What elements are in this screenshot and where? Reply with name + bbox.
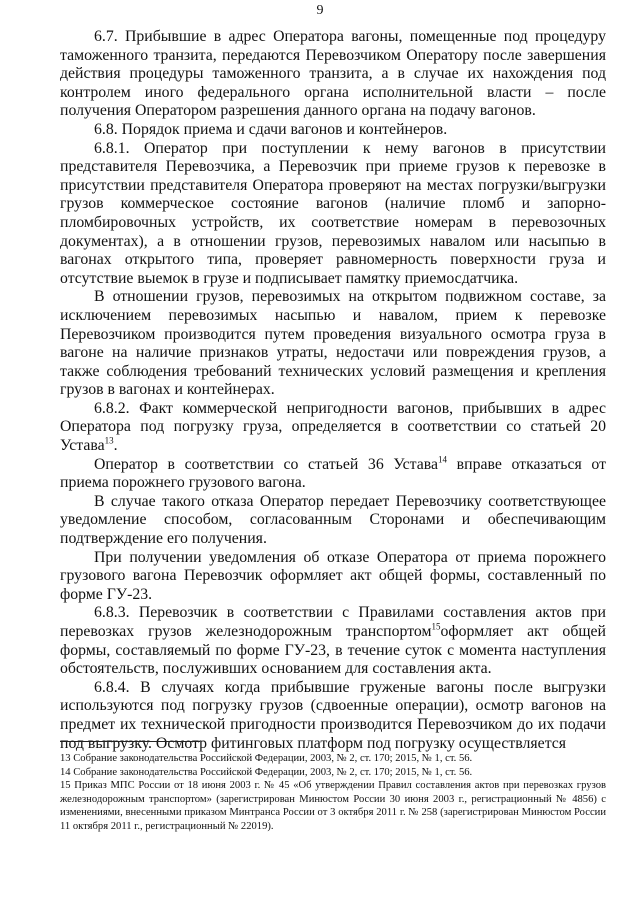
paragraph-6-8-1: 6.8.1. Оператор при поступлении к нему вагонов в присутствии представителя Перевозчика, а Перевозчик при приеме грузов к перевозке в присутствии представителя Оператора проверяют на местах погрузки/выгрузки грузов коммерческое состояние вагонов (наличие пломб и запорно-пломбировочных устройств, их соответствие номерам в перевозочных документах), а в отношении грузов, перевозимых навалом или насыпью в вагонах открытого типа, проверяет равномерность поверхности груза и отсутствие выемок в грузе и подписывает памятку приемосдатчика. — [60, 139, 606, 287]
paragraph-6-8-2: 6.8.2. Факт коммерческой непригодности вагонов, прибывших в адрес Оператора под погрузку груза, определяется в соответствии со статьей 20 Устава$^{13}$. — [60, 399, 606, 455]
footnote-divider — [60, 741, 200, 742]
footnote-ref-15: 15 — [431, 621, 441, 632]
footnote-14: 14 Собрание законодательства Российской Федерации, 2003, № 2, ст. 170; 2015, № 1, ст. 56. — [60, 766, 473, 778]
paragraph-refusal-right: Оператор в соответствии со статьей 36 Устава$^{14}$ вправе отказаться от приема порожнего грузового вагона. — [60, 454, 606, 492]
page-number: 9 — [316, 3, 324, 18]
paragraph-6-8: 6.8. Порядок приема и сдачи вагонов и контейнеров. — [94, 120, 448, 138]
paragraph-6-7: 6.7. Прибывшие в адрес Оператора вагоны, помещенные под процедуру таможенного транзита, передаются Перевозчиком Оператору после завершения действия процедуры таможенного транзита, а в случае их нахождения под контролем иного федерального органа исполнительной власти – после получения Оператором разрешения данного органа на подачу вагонов. — [60, 28, 606, 120]
footnote-15: 15 Приказ МПС России от 18 июня 2003 г. № 45 «Об утверждении Правил составления актов при перевозках грузов железнодорожным транспортом» (зарегистрирован Минюстом России 30 июня 2003 г., регистрационный № 4856) с изменениями, внесенными приказом Минтранса России от 3 октября 2011 г. № 258 (зарегистрирован Минюстом России 11 октября 2011 г., регистрационный № 22019). — [60, 780, 606, 832]
footnotes — [60, 752, 606, 834]
footnote-ref-13: 13 — [104, 435, 114, 446]
paragraph-gu23-act: При получении уведомления об отказе Оператора от приема порожнего грузового вагона Перевозчик оформляет акт общей формы, составленный по форме ГУ-23. — [60, 548, 606, 603]
document-body — [60, 28, 606, 753]
paragraph-open-rolling-stock: В отношении грузов, перевозимых на открытом подвижном составе, за исключением перевозимых насыпью и навалом, прием к перевозке Перевозчиком производится путем проведения визуального осмотра груза в вагоне на наличие признаков утраты, недостачи или повреждения грузов, а также соблюдения требований технических условий размещения и крепления грузов в вагонах и контейнерах. — [60, 288, 606, 399]
paragraph-6-8-3: 6.8.3. Перевозчик в соответствии с Правилами составления актов при перевозках грузов железнодорожным транспортом$^{15}$оформляет акт общей формы, составляемый по форме ГУ-23, в течение суток с момента наступления обстоятельств, послуживших основанием для составления акта. — [60, 604, 606, 678]
paragraph-refusal-notice: В случае такого отказа Оператор передает Перевозчику соответствующее уведомление способом, согласованным Сторонами и обеспечивающим подтверждение его получения. — [60, 492, 606, 548]
paragraph-6-8-4: 6.8.4. В случаях когда прибывшие груженые вагоны после выгрузки используются под погрузку грузов (сдвоенные операции), осмотр вагонов на предмет их технической пригодности производится Перевозчиком до их подачи под выгрузку. Осмотр фитинговых платформ под погрузку осуществляется — [60, 678, 606, 752]
footnote-ref-14: 14 — [438, 454, 448, 465]
footnote-13: 13 Собрание законодательства Российской Федерации, 2003, № 2, ст. 170; 2015, № 1, ст. 56. — [60, 753, 473, 764]
